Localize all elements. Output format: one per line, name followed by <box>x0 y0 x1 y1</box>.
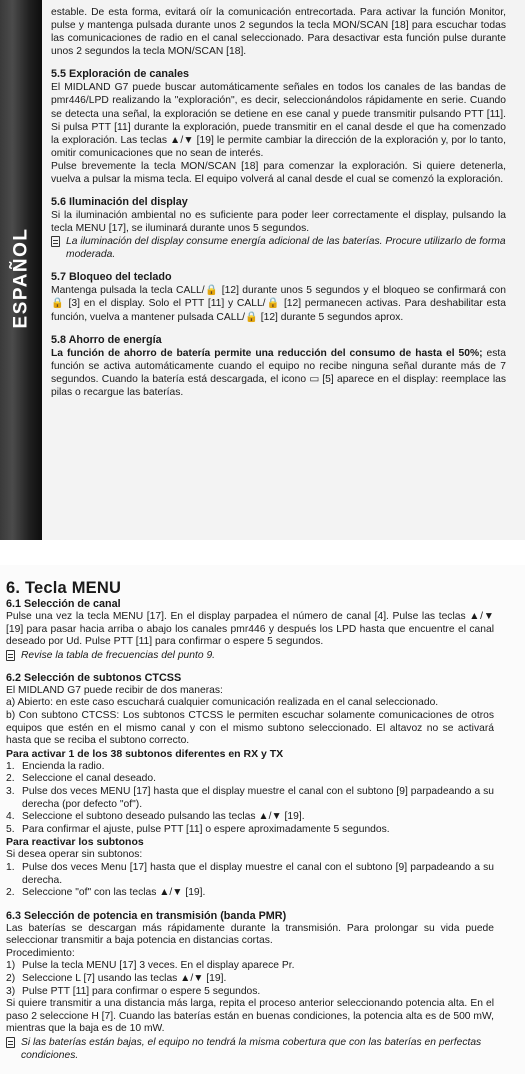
section-6-2-intro: El MIDLAND G7 puede recibir de dos maneras: <box>6 684 223 696</box>
section-5-6-paragraph: Si la iluminación ambiental no es suficiente para poder leer correctamente el display, pulsando la tecla MENU [17], se iluminará durante unos 5 segundos. <box>51 210 506 235</box>
section-5-8-text: esta función se activa automáticamente cuando el equipo no recibe ninguna señal durante más de 7 segundos. Cuando la batería está descargada, el icono ▭ [5] aparece en el display: reemplace las pilas o recargue las baterías. <box>51 347 506 398</box>
reactivate-subtones-steps <box>6 862 494 900</box>
section-5-5-paragraph-2: Pulse brevemente la tecla MON/SCAN [18] para comenzar la exploración. Si quiere detenerla, vuelva a pulsar la misma tecla. El equipo volverá al canal desde el cual se comenzó la exploración. <box>51 160 506 186</box>
reactivate-subtones-heading: Para reactivar los subtonos <box>6 836 144 849</box>
list-item: 3) Pulse PTT [11] para confirmar o espere 5 segundos. <box>6 985 261 997</box>
chapter-6-title: 6. Tecla MENU <box>6 579 122 597</box>
section-6-1-note-text: Revise la tabla de frecuencias del punto 9. <box>21 649 216 661</box>
list-item: 5. Para confirmar el ajuste, pulse PTT [11] o espere aproximadamente 5 segundos. <box>6 823 390 835</box>
section-5-8-paragraph <box>51 347 506 399</box>
section-6-3-paragraph-1: Las baterías se descargan más rápidamente durante la transmisión. Para prolongar su vida puede seleccionar transmitir a baja potencia en distancias cortas. <box>6 922 494 947</box>
section-5-6-note-text: La iluminación del display consume energía adicional de las baterías. Procure utilizarlo de forma moderada. <box>66 236 506 261</box>
reactivate-subtones-intro: Si desea operar sin subtonos: <box>6 849 143 861</box>
section-6-3-paragraph-2: Si quiere transmitir a una distancia más larga, repita el proceso anterior seleccionando potencia alta. En el paso 2 seleccione H [7]. Cuando las baterías están en buenas condiciones, la potencia alta es de 500 mW, mientras que la baja es de 10 mW. <box>6 998 494 1035</box>
language-label: ESPAÑOL <box>10 227 31 329</box>
section-6-1-paragraph: Pulse una vez la tecla MENU [17]. En el display parpadea el número de canal [4]. Pulse las teclas ▲/▼ [19] para pasar hacia arriba o abajo los canales pmr446 y después los LPD hasta que encuentre el canal deseado por Ud. Pulse PTT [11] para confirmar o espere 5 segundos. <box>6 611 494 648</box>
list-item: 3. Pulse dos veces MENU [17] hasta que el display muestre el canal con el subtono [9] parpadeando a su derecha (por defecto "of"). <box>6 785 494 810</box>
section-6-1-heading: 6.1 Selección de canal <box>6 598 121 610</box>
section-6-1-note <box>6 649 494 662</box>
section-6-3-note-text: Si las baterías están bajas, el equipo no tendrá la misma cobertura que con las baterías en perfectas condiciones. <box>21 1037 482 1062</box>
list-item: 4. Seleccione el subtono deseado pulsando las teclas ▲/▼ [19]. <box>6 811 305 823</box>
section-6-2-option-a: a) Abierto: en este caso escuchará cualquier comunicación realizada en el canal seleccionado. <box>6 697 439 709</box>
section-5-7-paragraph: Mantenga pulsada la tecla CALL/🔒 [12] durante unos 5 segundos y el bloqueo se confirmará con 🔒 [3] en el display. Solo el PTT [11] y CALL/🔒 [12] permanecen activas. Para deshabilitar esta función, vuelva a mantener pulsada CALL/🔒 [12] durante 5 segundos aprox. <box>51 285 506 323</box>
activate-subtones-steps <box>6 761 494 837</box>
section-6-2-option-b: b) Con subtono CTCSS: Los subtonos CTCSS le permiten escuchar solamente comunicaciones de otros equipos que estén en el mismo canal y con el mismo subtono seleccionado. El altavoz no se activará hasta que se reciba el subtono correcto. <box>6 709 494 747</box>
section-5-8-bold-sentence: La función de ahorro de batería permite una reducción del consumo de hasta el 50%; <box>51 347 483 359</box>
section-5-6-heading: 5.6 Iluminación del display <box>51 196 188 209</box>
list-item: 2) Seleccione L [7] usando las teclas ▲/▼ [19]. <box>6 973 227 985</box>
section-5-6-note <box>51 235 506 261</box>
section-6-3-note <box>6 1036 494 1062</box>
manual-page-espanol-6 <box>0 565 525 1074</box>
section-6-3-heading: 6.3 Selección de potencia en transmisión (banda PMR) <box>6 909 287 922</box>
list-item: 1. Encienda la radio. <box>6 760 105 772</box>
list-item: 2. Seleccione "of" con las teclas ▲/▼ [19]. <box>6 887 206 899</box>
monitor-paragraph: estable. De esta forma, evitará oír la comunicación entrecortada. Para activar la función Monitor, pulse y mantenga pulsada durante unos 2 segundos la tecla MON/SCAN [18] para escuchar todas las comunicaciones de radio en el canal seleccionado. Para desactivar esta función pulse durante unos 2 segundos la tecla MON/SCAN [18]. <box>51 7 506 58</box>
section-5-7-heading: 5.7 Bloqueo del teclado <box>51 271 172 284</box>
section-5-8-heading: 5.8 Ahorro de energía <box>51 333 162 346</box>
section-5-5-paragraph-1: El MIDLAND G7 puede buscar automáticamente señales en todos los canales de las bandas de pmr446/LPD realizando la "exploración", es decir, seleccionándolos rápidamente en serie. Cuando se detecta una señal, la exploración se detiene en ese canal y puede transmitir pulsando PTT [11]. Si pulsa PTT [11] durante la exploración, puede transmitir en el canal desde el que ha comenzado la exploración. Las teclas ▲/▼ [19] le permite cambiar la dirección de la exploración y, por lo tanto, omitir comunicaciones que no sean de interés. <box>51 82 506 159</box>
section-6-2-heading: 6.2 Selección de subtonos CTCSS <box>6 671 182 684</box>
page2-content <box>6 579 494 1062</box>
page1-content <box>51 6 506 399</box>
page-gap <box>0 540 525 565</box>
language-side-tab <box>0 0 42 540</box>
list-item: 1) Pulse la tecla MENU [17] 3 veces. En el display aparece Pr. <box>6 960 295 972</box>
note-icon <box>6 650 15 661</box>
list-item: 2. Seleccione el canal deseado. <box>6 773 156 785</box>
procedure-label: Procedimiento: <box>6 947 75 959</box>
note-icon <box>51 236 60 247</box>
activate-subtones-heading: Para activar 1 de los 38 subtonos diferentes en RX y TX <box>6 747 284 760</box>
list-item: 1. Pulse dos veces Menu [17] hasta que el display muestre el canal con el subtono [9] parpadeando a su derecha. <box>6 861 494 886</box>
section-5-5-heading: 5.5 Exploración de canales <box>51 68 190 81</box>
note-icon <box>6 1037 15 1048</box>
power-selection-steps <box>6 960 494 998</box>
